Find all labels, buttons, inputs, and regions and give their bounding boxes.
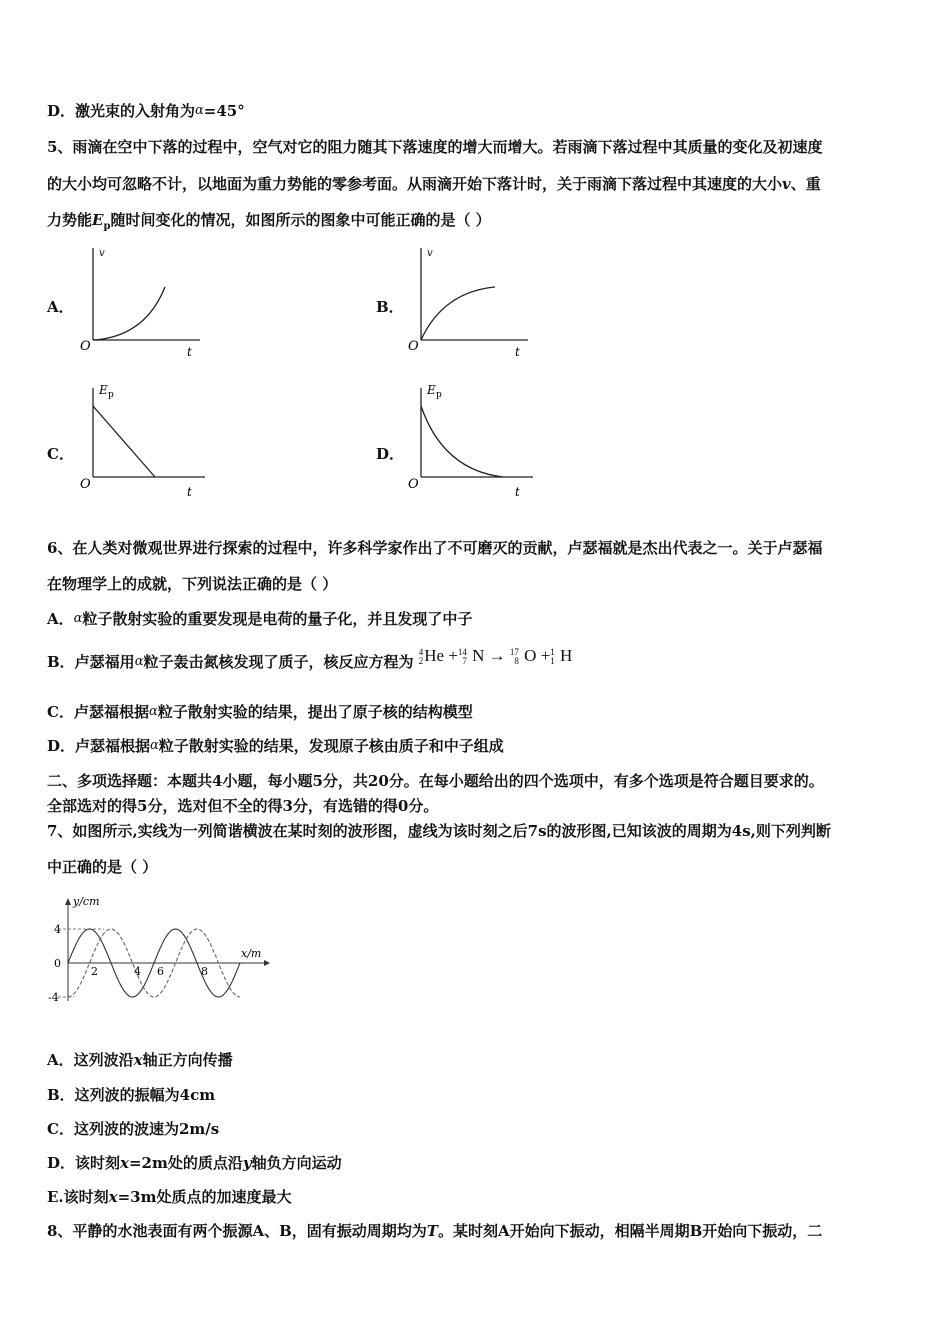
- o-symbol: O: [524, 646, 537, 665]
- y-tick-label: 0: [54, 957, 61, 970]
- q5-stem-text: 力势能: [47, 211, 93, 229]
- option-label: A．: [47, 610, 74, 628]
- option-text: =2m处的质点沿: [128, 1154, 243, 1172]
- option-text: 粒子散射实验的结果，发现原子核由质子和中子组成: [158, 737, 504, 755]
- q5-stem-text-end: 、重: [790, 175, 821, 193]
- alpha-symbol: α: [148, 704, 158, 719]
- y-axis-label: v: [99, 248, 105, 259]
- option-text: A．这列波沿: [47, 1051, 134, 1069]
- y-axis-subscript: p: [108, 390, 114, 400]
- q5-option-c-label: C．: [47, 445, 74, 463]
- option-text: C．卢瑟福根据: [47, 703, 149, 721]
- n-symbol: N: [472, 646, 485, 665]
- y-axis-subscript: p: [436, 390, 442, 400]
- q6-stem-line2: 在物理学上的成就，下列说法正确的是（ ）: [47, 575, 338, 593]
- q5-graph-a: [75, 242, 210, 360]
- o-isotope-numbers: 17 8: [509, 647, 519, 667]
- q4-option-d-text: D．激光束的入射角为: [47, 102, 196, 120]
- q5-stem-line3: [47, 210, 491, 237]
- q8-stem-text: 。某时刻A开始向下振动，相隔半周期B开始向下振动，二: [437, 1222, 823, 1240]
- x-tick-label: 2: [91, 965, 98, 978]
- q8-stem-line1: [47, 1221, 822, 1241]
- y-axis-label: y/cm: [73, 895, 100, 908]
- alpha-symbol: α: [134, 654, 144, 669]
- option-text: 轴负方向运动: [251, 1154, 342, 1172]
- origin-label: O: [408, 339, 419, 354]
- nuclear-reaction-equation: [419, 646, 573, 665]
- q5-e-subscript: p: [103, 221, 111, 232]
- q5-stem-line2: [47, 174, 821, 194]
- q6-option-a: [47, 609, 472, 629]
- q6-option-c: [47, 702, 473, 722]
- option-text: =3m处质点的加速度最大: [117, 1188, 292, 1206]
- x-tick-label: 8: [201, 965, 208, 978]
- h-isotope-numbers: 1 1: [550, 647, 555, 667]
- section2-header-line1: 二、多项选择题：本题共4小题，每小题5分，共20分。在每小题给出的四个选项中，有多个选项是符合题目要求的。: [47, 772, 824, 790]
- q5-option-b-label: B．: [376, 298, 404, 316]
- origin-label: O: [80, 477, 91, 492]
- q5-v-symbol: v: [782, 175, 791, 193]
- y-tick-label: 4: [54, 923, 61, 936]
- plus-sign: +: [448, 646, 458, 665]
- option-text: 粒子散射实验的结果，提出了原子核的结构模型: [157, 703, 473, 721]
- q5-graph-d: [403, 380, 538, 500]
- x-axis-label: t: [187, 345, 192, 359]
- q7-option-e: [47, 1187, 292, 1207]
- x-axis-arrow-icon: [264, 960, 270, 966]
- section2-header-line2: 全部选对的得5分，选对但不全的得3分，有选错的得0分。: [47, 797, 439, 815]
- plus-sign: +: [540, 646, 551, 665]
- x-axis-label: x/m: [241, 947, 262, 960]
- x-symbol: x: [108, 1188, 118, 1206]
- x-symbol: x: [133, 1051, 143, 1069]
- q7-stem-line1: 7、如图所示,实线为一列简谐横波在某时刻的波形图，虚线为该时刻之后7s的波形图,已知该波的周期为4s,则下列判断: [47, 822, 831, 840]
- q5-stem-line1: 5、雨滴在空中下落的过程中，空气对它的阻力随其下落速度的增大而增大。若雨滴下落过程中其质量的变化及初速度: [47, 138, 823, 156]
- option-text: 粒子轰击氮核发现了质子，核反应方程为: [143, 653, 414, 671]
- q7-option-d: [47, 1153, 342, 1173]
- q7-option-c: C．这列波的波速为2m/s: [47, 1120, 220, 1138]
- q4-option-d-angle: =45°: [203, 102, 245, 120]
- he-isotope-numbers: 4 2: [418, 647, 424, 667]
- origin-label: O: [408, 477, 419, 492]
- he-symbol: He: [424, 646, 445, 665]
- h-symbol: H: [560, 646, 573, 665]
- y-axis-label: E: [99, 383, 108, 397]
- option-text: D．该时刻: [47, 1154, 121, 1172]
- y-axis-arrow-icon: [65, 898, 71, 905]
- q5-graph-c: [75, 380, 210, 500]
- alpha-symbol: α: [73, 611, 83, 626]
- x-tick-label: 6: [157, 965, 164, 978]
- option-text: D．卢瑟福根据: [47, 737, 151, 755]
- option-text: 粒子散射实验的重要发现是电荷的量子化，并且发现了中子: [82, 610, 473, 628]
- q7-option-b: B．这列波的振幅为4cm: [47, 1086, 216, 1104]
- line-decreasing: [93, 406, 155, 477]
- q5-stem-text-end: 随时间变化的情况，如图所示的图象中可能正确的是（ ）: [110, 211, 491, 229]
- x-axis-label: t: [515, 345, 520, 359]
- x-axis-label: t: [187, 485, 192, 499]
- curve-accelerating: [93, 287, 165, 340]
- option-text: B．卢瑟福用: [47, 653, 135, 671]
- alpha-symbol: α: [150, 738, 159, 753]
- q6-option-d: [47, 736, 504, 756]
- q6-option-b: [47, 646, 573, 672]
- q5-option-a-label: A．: [47, 298, 74, 316]
- curve-saturating: [421, 287, 495, 340]
- q5-e-symbol: E: [92, 211, 104, 229]
- y-axis-label: E: [427, 383, 436, 397]
- option-text: 轴正方向传播: [142, 1051, 233, 1069]
- q6-stem-line1: 6、在人类对微观世界进行探索的过程中，许多科学家作出了不可磨灭的贡献，卢瑟福就是杰出代表之一。关于卢瑟福: [47, 539, 823, 557]
- q7-wave-graph: [44, 893, 274, 1011]
- x-axis-label: t: [515, 485, 520, 499]
- alpha-symbol: α: [195, 103, 204, 118]
- option-text: E.该时刻: [47, 1188, 109, 1206]
- q7-stem-line2: 中正确的是（ ）: [47, 858, 158, 876]
- q7-option-a: [47, 1050, 233, 1070]
- y-axis-label: v: [427, 248, 433, 259]
- origin-label: O: [80, 339, 91, 354]
- q5-stem-text: 的大小均可忽略不计，以地面为重力势能的零参考面。从雨滴开始下落计时，关于雨滴下落过程中其速度的大小: [47, 175, 783, 193]
- y-tick-label: -4: [48, 991, 59, 1004]
- q5-graph-b: [403, 242, 538, 360]
- t-symbol: T: [426, 1222, 438, 1240]
- q5-option-d-label: D．: [376, 445, 405, 463]
- n-isotope-numbers: 14 7: [457, 647, 467, 667]
- curve-decaying: [421, 406, 503, 477]
- q8-stem-text: 8、平静的水池表面有两个振源A、B，固有振动周期均为: [47, 1222, 427, 1240]
- x-symbol: x: [120, 1154, 129, 1172]
- arrow-icon: →: [488, 646, 506, 665]
- x-tick-label: 4: [134, 965, 141, 978]
- y-symbol: y: [242, 1154, 252, 1172]
- q4-option-d: [47, 101, 245, 121]
